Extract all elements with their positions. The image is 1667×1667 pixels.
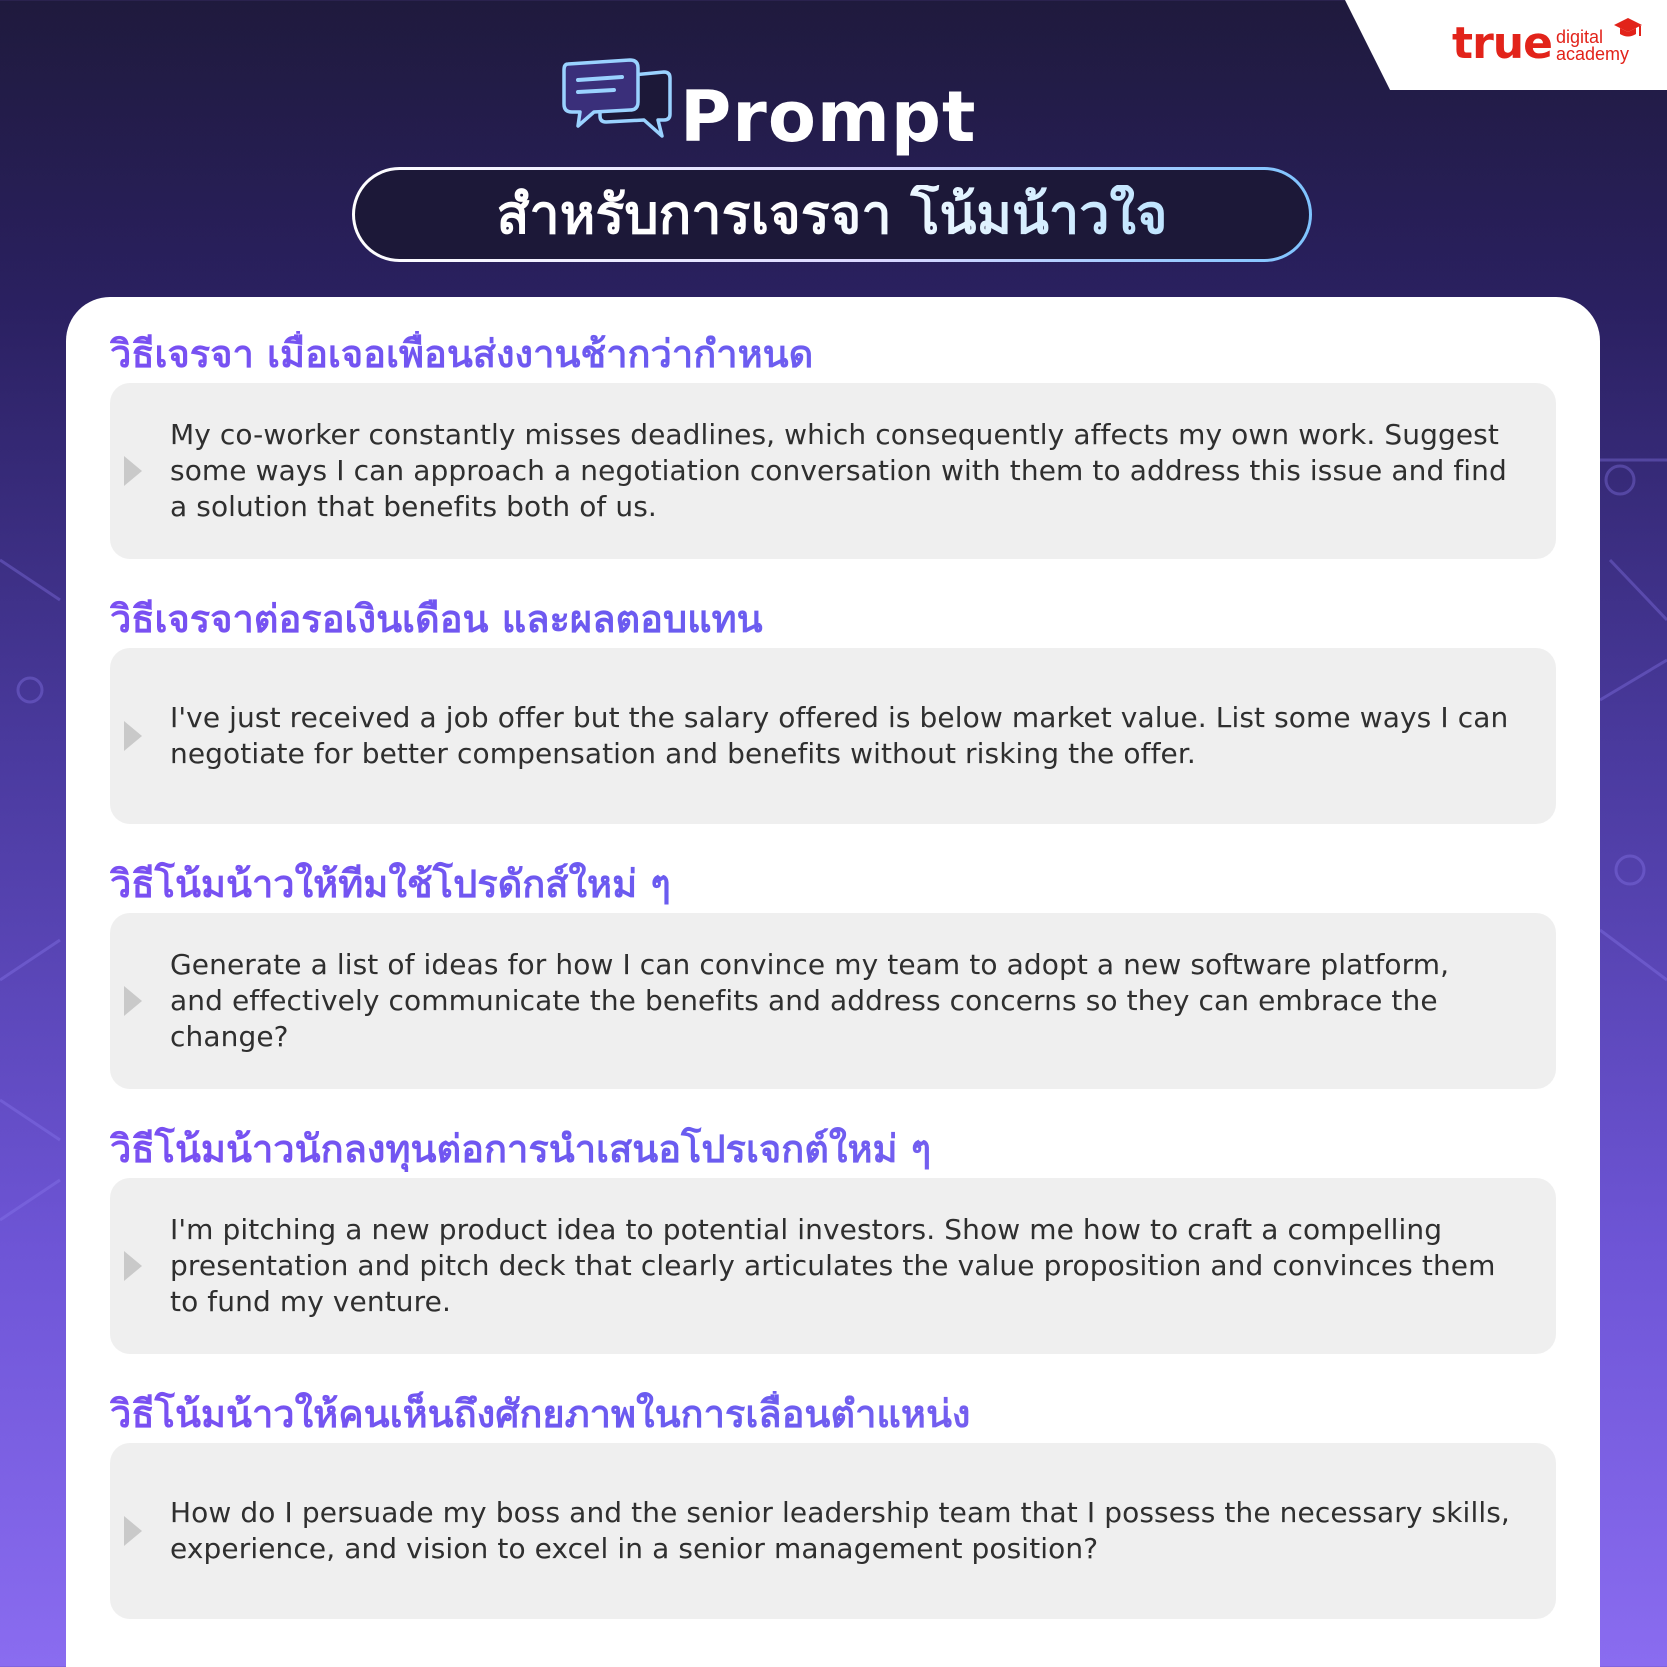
section-title: วิธีเจรจา เมื่อเจอเพื่อนส่งงานช้ากว่ากำหนด	[110, 331, 1556, 377]
play-icon	[122, 454, 144, 488]
prompt-text: I'm pitching a new product idea to potential investors. Show me how to craft a compelling presentation and pitch deck that clearly articulates the value proposition and convinces them to fund my venture.	[170, 1213, 1496, 1318]
section-title: วิธีเจรจาต่อรอเงินเดือน และผลตอบแทน	[110, 596, 1556, 642]
section-title: วิธีโน้มน้าวนักลงทุนต่อการนำเสนอโปรเจกต์ใหม่ ๆ	[110, 1126, 1556, 1172]
prompt-box	[110, 383, 1556, 559]
prompt-text: My co-worker constantly misses deadlines, which consequently affects my own work. Suggest some ways I can approach a negotiation conversation with them to address this issue and find a solution that benefits both of us.	[170, 418, 1507, 523]
play-icon	[122, 984, 144, 1018]
prompt-box	[110, 1178, 1556, 1354]
section	[110, 596, 1556, 770]
section	[110, 1126, 1556, 1318]
prompt-text: I've just received a job offer but the salary offered is below market value. List some ways I can negotiate for better compensation and benefits without risking the offer.	[170, 701, 1509, 770]
section	[110, 861, 1556, 1053]
brand-sub-line1: digital	[1555, 27, 1603, 47]
section	[110, 331, 1556, 523]
section	[110, 1391, 1556, 1565]
play-icon	[122, 1249, 144, 1283]
brand-sub-line2: academy	[1555, 44, 1629, 64]
prompt-box	[110, 1443, 1556, 1619]
play-icon	[122, 719, 144, 753]
graduation-cap-icon	[1613, 16, 1643, 42]
prompt-box	[110, 648, 1556, 824]
prompt-card	[66, 297, 1600, 1667]
page-subtitle: สำหรับการเจรจา โน้มน้าวใจ	[496, 182, 1168, 246]
play-icon	[122, 1514, 144, 1548]
prompt-text: Generate a list of ideas for how I can convince my team to adopt a new software platform, and effectively communicate the benefits and address concerns so they can embrace the change?	[170, 948, 1450, 1053]
chat-bubbles-icon	[560, 56, 672, 138]
section-title: วิธีโน้มน้าวให้คนเห็นถึงศักยภาพในการเลื่อนตำแหน่ง	[110, 1391, 1556, 1437]
brand-name: true	[1452, 18, 1552, 69]
section-title: วิธีโน้มน้าวให้ทีมใช้โปรดักส์ใหม่ ๆ	[110, 861, 1556, 907]
prompt-box	[110, 913, 1556, 1089]
brand-logo	[1452, 18, 1629, 69]
page-title: Prompt	[680, 76, 977, 158]
subtitle-pill	[352, 167, 1312, 262]
prompt-text: How do I persuade my boss and the senior leadership team that I possess the necessary skills, experience, and vision to excel in a senior management position?	[170, 1496, 1510, 1565]
